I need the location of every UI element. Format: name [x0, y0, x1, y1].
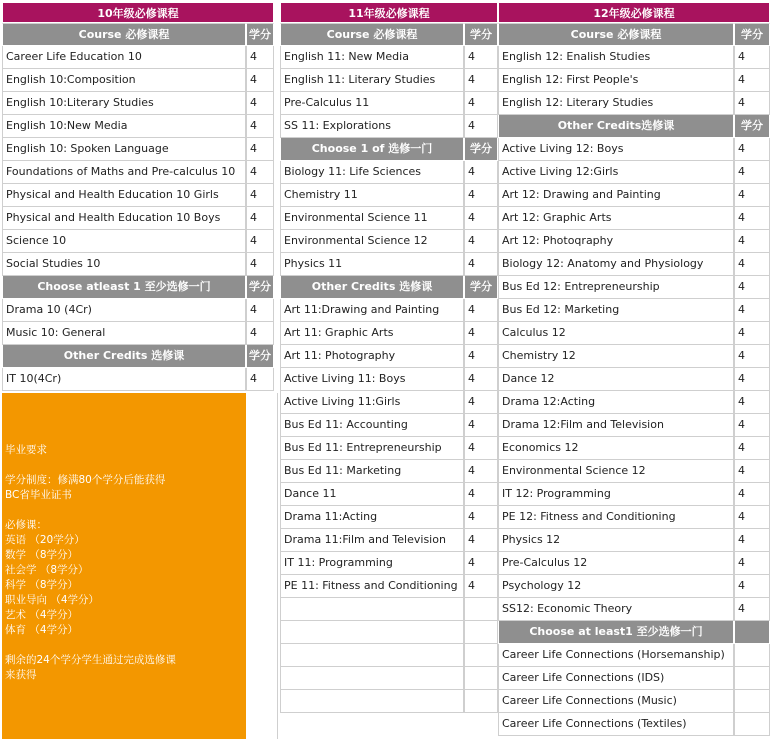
course-credit: 4: [246, 322, 274, 345]
course-row: [280, 368, 498, 391]
course-credit: 4: [464, 414, 498, 437]
course-name: Career Life Connections (Textiles): [498, 713, 734, 736]
section-header-row: [498, 23, 770, 46]
course-credit: 4: [464, 368, 498, 391]
course-row: [498, 391, 770, 414]
course-name: Biology 12: Anatomy and Physiology: [498, 253, 734, 276]
course-credit: 4: [246, 299, 274, 322]
course-name: English 12: Enalish Studies: [498, 46, 734, 69]
course-credit: 4: [734, 391, 770, 414]
course-name: English 10: Spoken Language: [2, 138, 246, 161]
course-credit: [464, 644, 498, 667]
grade-11-column: [280, 2, 498, 713]
course-credit: 4: [246, 46, 274, 69]
course-name: Drama 12:Film and Television: [498, 414, 734, 437]
course-credit: 4: [464, 437, 498, 460]
grade-12-header: 12年级必修课程: [498, 2, 770, 23]
course-name: English 10:Literary Studies: [2, 92, 246, 115]
course-row: [2, 299, 274, 322]
course-credit: 4: [464, 115, 498, 138]
course-name: Physics 11: [280, 253, 464, 276]
course-credit: 4: [734, 483, 770, 506]
grade-12-rows: [498, 23, 770, 736]
course-credit: 4: [734, 69, 770, 92]
course-row: [280, 575, 498, 598]
course-credit: 4: [464, 69, 498, 92]
course-name: Psychology 12: [498, 575, 734, 598]
course-name: Drama 10 (4Cr): [2, 299, 246, 322]
course-row: [280, 667, 498, 690]
course-credit: [734, 667, 770, 690]
course-row: [280, 69, 498, 92]
course-name: Chemistry 12: [498, 345, 734, 368]
course-name: Environmental Science 12: [498, 460, 734, 483]
course-row: [498, 529, 770, 552]
course-row: [280, 644, 498, 667]
course-name: [280, 690, 464, 713]
course-credit: 4: [734, 161, 770, 184]
course-name: Chemistry 11: [280, 184, 464, 207]
course-name: Active Living 11: Boys: [280, 368, 464, 391]
course-name: Bus Ed 11: Accounting: [280, 414, 464, 437]
course-row: [498, 437, 770, 460]
course-credit: 4: [464, 322, 498, 345]
course-name: Active Living 12: Boys: [498, 138, 734, 161]
course-name: [280, 621, 464, 644]
course-row: [498, 345, 770, 368]
course-credit: 4: [246, 115, 274, 138]
section-title: Course 必修课程: [498, 23, 734, 46]
course-row: [280, 92, 498, 115]
grade-10-rows: [2, 23, 274, 391]
graduation-requirements-note: 毕业要求 学分制度：修满80个学分后能获得 BC省毕业证书 必修课： 英语 （20学分） 数学 （8学分） 社会学 （8学分） 科学 （8学分） 职业导向 （4学分） 艺术 （4学分） 体育 （4学分） 剩余的24个学分学生通过完成选修课 来获得: [2, 393, 246, 739]
credit-header: 学分: [464, 138, 498, 161]
course-row: [2, 161, 274, 184]
course-row: [280, 161, 498, 184]
credit-header: 学分: [734, 115, 770, 138]
course-row: [280, 690, 498, 713]
course-name: Art 12: Drawing and Painting: [498, 184, 734, 207]
course-row: [2, 253, 274, 276]
course-credit: 4: [734, 437, 770, 460]
section-header-row: [280, 23, 498, 46]
grade-10-header: 10年级必修课程: [2, 2, 274, 23]
course-credit: 4: [246, 69, 274, 92]
course-row: [498, 368, 770, 391]
course-name: Calculus 12: [498, 322, 734, 345]
course-credit: 4: [734, 299, 770, 322]
course-row: [2, 368, 274, 391]
course-name: Art 12: Graphic Arts: [498, 207, 734, 230]
course-credit: 4: [464, 345, 498, 368]
course-name: [280, 598, 464, 621]
course-row: [498, 598, 770, 621]
course-row: [498, 161, 770, 184]
course-name: Science 10: [2, 230, 246, 253]
course-credit: 4: [464, 184, 498, 207]
course-credit: [734, 644, 770, 667]
course-name: Dance 12: [498, 368, 734, 391]
course-name: Drama 11:Film and Television: [280, 529, 464, 552]
course-name: Career Life Connections (Horsemanship): [498, 644, 734, 667]
course-row: [498, 575, 770, 598]
course-row: [280, 414, 498, 437]
course-row: [280, 322, 498, 345]
grade-11-rows: [280, 23, 498, 713]
section-header-row: [280, 138, 498, 161]
course-row: [2, 115, 274, 138]
course-row: [498, 667, 770, 690]
course-credit: 4: [464, 506, 498, 529]
course-row: [280, 621, 498, 644]
course-row: [498, 69, 770, 92]
course-row: [498, 552, 770, 575]
course-credit: 4: [464, 230, 498, 253]
course-row: [498, 644, 770, 667]
course-name: Career Life Connections (Music): [498, 690, 734, 713]
course-row: [280, 552, 498, 575]
course-credit: 4: [734, 322, 770, 345]
course-credit: 4: [464, 161, 498, 184]
section-title: Course 必修课程: [280, 23, 464, 46]
course-credit: 4: [734, 253, 770, 276]
course-name: Drama 12:Acting: [498, 391, 734, 414]
course-row: [2, 138, 274, 161]
course-name: Art 12: Photoqraphy: [498, 230, 734, 253]
course-credit: [734, 713, 770, 736]
course-credit: [464, 690, 498, 713]
course-row: [498, 414, 770, 437]
course-credit: 4: [246, 230, 274, 253]
course-row: [280, 184, 498, 207]
section-title: Other Credits 选修课: [2, 345, 246, 368]
course-credit: 4: [464, 46, 498, 69]
course-credit: [464, 598, 498, 621]
course-credit: 4: [464, 460, 498, 483]
course-row: [280, 437, 498, 460]
course-name: Art 11:Drawing and Painting: [280, 299, 464, 322]
course-credit: [734, 690, 770, 713]
course-name: English 10:Composition: [2, 69, 246, 92]
course-name: English 10:New Media: [2, 115, 246, 138]
course-name: Art 11: Graphic Arts: [280, 322, 464, 345]
course-credit: 4: [734, 138, 770, 161]
course-name: Environmental Science 11: [280, 207, 464, 230]
course-name: PE 11: Fitness and Conditioning: [280, 575, 464, 598]
credit-header: [734, 621, 770, 644]
course-name: Physical and Health Education 10 Boys: [2, 207, 246, 230]
section-header-row: [498, 621, 770, 644]
course-row: [498, 253, 770, 276]
course-row: [498, 690, 770, 713]
course-row: [498, 483, 770, 506]
course-row: [498, 138, 770, 161]
section-title: Course 必修课程: [2, 23, 246, 46]
course-row: [498, 92, 770, 115]
section-header-row: [2, 23, 274, 46]
course-row: [2, 184, 274, 207]
course-row: [280, 598, 498, 621]
course-row: [280, 460, 498, 483]
course-row: [498, 299, 770, 322]
course-row: [2, 230, 274, 253]
course-name: Pre-Calculus 12: [498, 552, 734, 575]
course-name: Bus Ed 12: Marketing: [498, 299, 734, 322]
course-credit: 4: [734, 276, 770, 299]
course-credit: 4: [734, 529, 770, 552]
course-credit: 4: [734, 92, 770, 115]
course-row: [280, 207, 498, 230]
grade-10-column: [2, 2, 274, 391]
course-credit: 4: [246, 253, 274, 276]
grade-12-column: [498, 2, 770, 736]
course-credit: 4: [464, 253, 498, 276]
course-name: IT 12: Programming: [498, 483, 734, 506]
course-name: Dance 11: [280, 483, 464, 506]
course-credit: 4: [464, 529, 498, 552]
course-row: [498, 230, 770, 253]
course-name: Physics 12: [498, 529, 734, 552]
credit-header: 学分: [246, 345, 274, 368]
course-credit: 4: [246, 92, 274, 115]
course-credit: 4: [734, 598, 770, 621]
grade-10-empty-credit-area: [246, 393, 278, 739]
course-name: Career Life Education 10: [2, 46, 246, 69]
course-name: Economics 12: [498, 437, 734, 460]
course-name: Bus Ed 11: Entrepreneurship: [280, 437, 464, 460]
section-header-row: [280, 276, 498, 299]
course-credit: 4: [246, 138, 274, 161]
course-name: Career Life Connections (IDS): [498, 667, 734, 690]
course-credit: 4: [246, 368, 274, 391]
course-name: Music 10: General: [2, 322, 246, 345]
credit-header: 学分: [246, 23, 274, 46]
course-name: English 11: Literary Studies: [280, 69, 464, 92]
course-name: [280, 667, 464, 690]
course-credit: 4: [734, 184, 770, 207]
course-row: [498, 506, 770, 529]
course-name: Drama 11:Acting: [280, 506, 464, 529]
course-row: [498, 46, 770, 69]
course-name: IT 11: Programming: [280, 552, 464, 575]
course-credit: 4: [246, 184, 274, 207]
course-credit: 4: [246, 161, 274, 184]
section-title: Choose atleast 1 至少选修一门: [2, 276, 246, 299]
course-credit: 4: [734, 368, 770, 391]
course-credit: 4: [464, 575, 498, 598]
course-row: [498, 713, 770, 736]
course-row: [280, 115, 498, 138]
section-title: Choose 1 of 选修一门: [280, 138, 464, 161]
course-row: [280, 345, 498, 368]
course-row: [280, 529, 498, 552]
grade-11-header: 11年级必修课程: [280, 2, 498, 23]
course-name: Pre-Calculus 11: [280, 92, 464, 115]
section-header-row: [2, 345, 274, 368]
course-row: [280, 46, 498, 69]
course-name: [280, 644, 464, 667]
credit-header: 学分: [464, 23, 498, 46]
course-credit: 4: [734, 345, 770, 368]
course-name: English 11: New Media: [280, 46, 464, 69]
course-name: English 12: First People's: [498, 69, 734, 92]
course-credit: 4: [734, 506, 770, 529]
course-credit: 4: [734, 230, 770, 253]
course-credit: 4: [464, 483, 498, 506]
course-name: English 12: Literary Studies: [498, 92, 734, 115]
course-credit: 4: [464, 299, 498, 322]
course-name: SS12: Economic Theory: [498, 598, 734, 621]
course-credit: 4: [734, 460, 770, 483]
course-name: Biology 11: Life Sciences: [280, 161, 464, 184]
course-credit: 4: [734, 414, 770, 437]
course-name: Physical and Health Education 10 Girls: [2, 184, 246, 207]
section-header-row: [498, 115, 770, 138]
course-row: [2, 69, 274, 92]
course-credit: 4: [734, 575, 770, 598]
course-name: Bus Ed 11: Marketing: [280, 460, 464, 483]
course-row: [498, 322, 770, 345]
course-credit: 4: [464, 552, 498, 575]
section-header-row: [2, 276, 274, 299]
course-credit: 4: [464, 207, 498, 230]
course-row: [280, 483, 498, 506]
section-title: Choose at least1 至少选修一门: [498, 621, 734, 644]
course-row: [280, 253, 498, 276]
course-name: Active Living 11:Girls: [280, 391, 464, 414]
course-row: [280, 230, 498, 253]
course-row: [498, 276, 770, 299]
credit-header: 学分: [246, 276, 274, 299]
course-credit: 4: [246, 207, 274, 230]
course-name: PE 12: Fitness and Conditioning: [498, 506, 734, 529]
section-title: Other Credits选修课: [498, 115, 734, 138]
course-name: Bus Ed 12: Entrepreneurship: [498, 276, 734, 299]
course-name: Environmental Science 12: [280, 230, 464, 253]
course-credit: [464, 621, 498, 644]
credit-header: 学分: [464, 276, 498, 299]
course-row: [280, 506, 498, 529]
course-name: Active Living 12:Girls: [498, 161, 734, 184]
course-row: [2, 92, 274, 115]
course-row: [498, 207, 770, 230]
course-name: Social Studies 10: [2, 253, 246, 276]
course-credit: 4: [734, 552, 770, 575]
course-credit: 4: [734, 46, 770, 69]
course-credit: 4: [734, 207, 770, 230]
course-name: SS 11: Explorations: [280, 115, 464, 138]
course-row: [498, 460, 770, 483]
course-row: [280, 391, 498, 414]
course-row: [2, 207, 274, 230]
course-row: [280, 299, 498, 322]
course-credit: [464, 667, 498, 690]
course-name: Foundations of Maths and Pre-calculus 10: [2, 161, 246, 184]
course-name: Art 11: Photography: [280, 345, 464, 368]
course-credit: 4: [464, 92, 498, 115]
course-row: [2, 46, 274, 69]
credit-header: 学分: [734, 23, 770, 46]
course-name: IT 10(4Cr): [2, 368, 246, 391]
course-credit: 4: [464, 391, 498, 414]
course-row: [2, 322, 274, 345]
section-title: Other Credits 选修课: [280, 276, 464, 299]
course-row: [498, 184, 770, 207]
